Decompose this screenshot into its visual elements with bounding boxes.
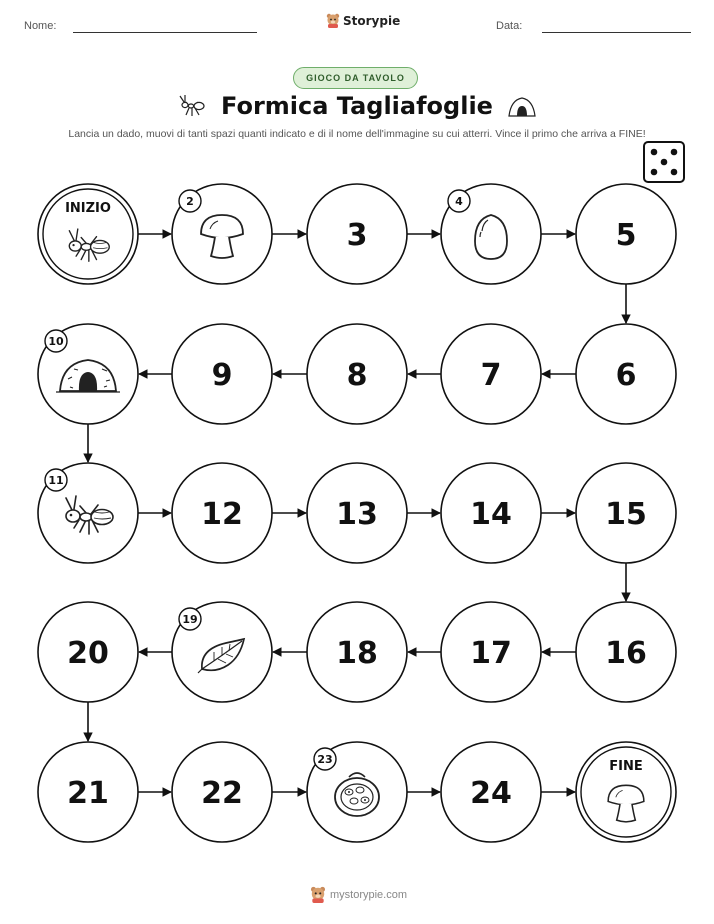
footer-url[interactable]: mystorypie.com <box>330 888 408 901</box>
space-number: 15 <box>605 497 647 532</box>
space-number: 14 <box>470 497 512 532</box>
space-number: 16 <box>605 636 647 671</box>
board-space[interactable] <box>38 324 138 424</box>
space-number: 4 <box>455 195 463 208</box>
board-space[interactable] <box>172 742 272 842</box>
space-number: 3 <box>346 218 368 253</box>
space-number: 9 <box>211 358 233 393</box>
board-space[interactable] <box>307 742 407 842</box>
board-space[interactable] <box>172 184 272 284</box>
instructions: Lancia un dado, muovi di tanti spazi quanti indicato e di il nome dell'immagine su cui atterri. Vince il primo che arriva a FINE! <box>68 128 646 140</box>
space-number: 6 <box>615 358 637 393</box>
space-label: FINE <box>609 759 643 774</box>
dice-icon <box>644 142 684 182</box>
board-space[interactable] <box>441 463 541 563</box>
board-space[interactable] <box>172 324 272 424</box>
board-space[interactable] <box>38 742 138 842</box>
space-number: 12 <box>201 497 243 532</box>
board-spaces <box>38 184 676 842</box>
egg-icon <box>475 215 507 259</box>
board-space[interactable] <box>441 324 541 424</box>
board-space[interactable] <box>441 742 541 842</box>
board-space[interactable] <box>576 463 676 563</box>
date-label: Data: <box>496 20 523 32</box>
board-space[interactable] <box>576 184 676 284</box>
board-space[interactable] <box>38 602 138 702</box>
space-number: 10 <box>48 335 64 348</box>
name-label: Nome: <box>24 20 57 32</box>
start-space[interactable] <box>38 184 138 284</box>
board-space[interactable] <box>172 463 272 563</box>
board-space[interactable] <box>307 184 407 284</box>
brand-name: Storypie <box>343 13 401 28</box>
board-space[interactable] <box>576 602 676 702</box>
space-number: 22 <box>201 776 243 811</box>
board-space[interactable] <box>38 463 138 563</box>
space-number: 24 <box>470 776 512 811</box>
space-label: INIZIO <box>65 201 111 216</box>
space-number: 23 <box>317 753 333 766</box>
title-text: Formica Tagliafoglie <box>221 92 493 120</box>
board-space[interactable] <box>441 184 541 284</box>
board-space[interactable] <box>307 324 407 424</box>
space-number: 8 <box>346 358 368 393</box>
space-number: 19 <box>182 613 198 626</box>
board-space[interactable] <box>307 602 407 702</box>
space-number: 5 <box>615 218 637 253</box>
space-number: 18 <box>336 636 378 671</box>
space-number: 11 <box>48 474 64 487</box>
space-number: 13 <box>336 497 378 532</box>
space-number: 2 <box>186 195 194 208</box>
space-number: 20 <box>67 636 109 671</box>
board-space[interactable] <box>441 602 541 702</box>
bear-icon <box>310 886 326 903</box>
board-space[interactable] <box>576 324 676 424</box>
category-badge: GIOCO DA TAVOLO <box>293 67 418 89</box>
finish-space[interactable] <box>576 742 676 842</box>
space-number: 7 <box>480 358 502 393</box>
board-space[interactable] <box>172 602 272 702</box>
space-number: 21 <box>67 776 109 811</box>
footer <box>310 886 407 903</box>
space-number: 17 <box>470 636 512 671</box>
board-space[interactable] <box>307 463 407 563</box>
